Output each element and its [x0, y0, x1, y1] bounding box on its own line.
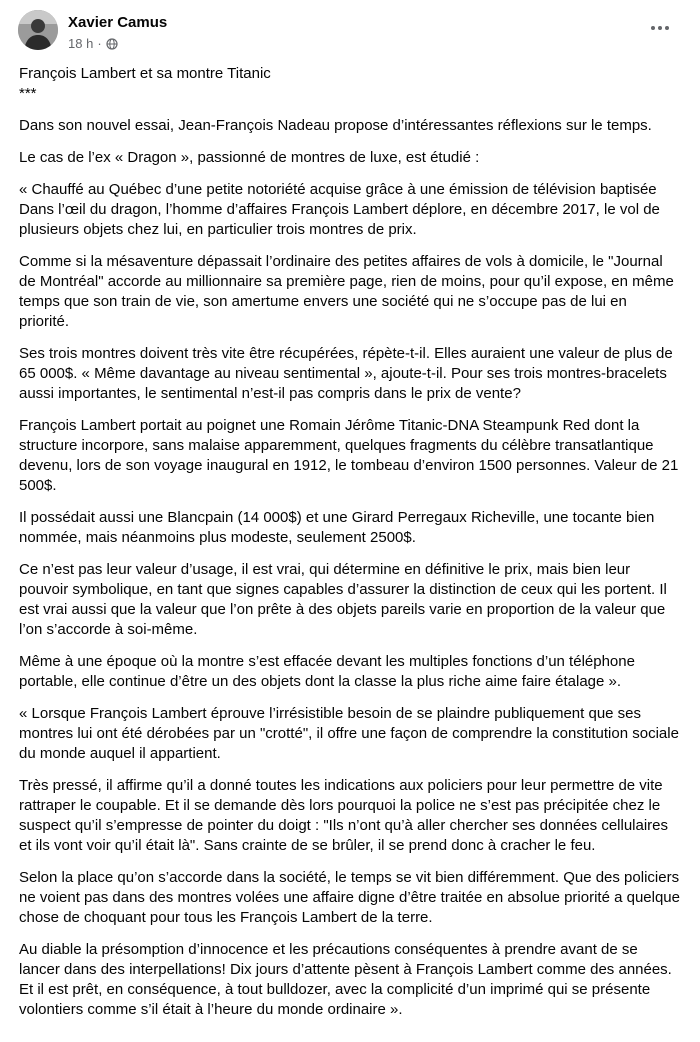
more-options-icon: [651, 26, 655, 30]
paragraph: « Lorsque François Lambert éprouve l’irrésistible besoin de se plaindre publiquement que ses montres lui ont été dérobées par un "crotté", il offre une façon de comprendre la constitution sociale du monde auquel il appartient.: [19, 705, 679, 762]
paragraph: Le cas de l’ex « Dragon », passionné de montres de luxe, est étudié :: [19, 149, 480, 166]
post-meta: [68, 36, 118, 51]
paragraph: Il possédait aussi une Blancpain (14 000$) et une Girard Perregaux Richeville, une tocante bien nommée, mais néanmoins plus modeste, seulement 2500$.: [19, 509, 655, 546]
more-options-button[interactable]: [646, 18, 674, 38]
paragraph: « Chauffé au Québec d’une petite notoriété acquise grâce à une émission de télévision baptisée Dans l’œil du dragon, l’homme d’affaires François Lambert déplore, en décembre 2017, le vol de plusieurs objets chez lui, en particulier trois montres de prix.: [19, 181, 660, 238]
paragraph: Même à une époque où la montre s’est effacée devant les multiples fonctions d’un téléphone portable, elle continue d’être un des objets dont la classe la plus riche aime faire étalage ».: [19, 653, 635, 690]
more-options-dot: [658, 26, 662, 30]
author-name[interactable]: Xavier Camus: [68, 14, 168, 31]
avatar-image: [18, 10, 58, 50]
post-time[interactable]: 18 h: [68, 36, 94, 51]
avatar[interactable]: [18, 10, 58, 50]
globe-icon: [106, 38, 118, 50]
paragraph: Selon la place qu’on s’accorde dans la société, le temps se vit bien différemment. Que des policiers ne voient pas dans des montres volées une affaire digne d’être traitée en absolue priorité a quelque chose de choquant pour tous les François Lambert de la terre.: [19, 869, 680, 926]
more-options-dot: [665, 26, 669, 30]
post-title: François Lambert et sa montre Titanic: [19, 65, 271, 82]
paragraph: Ses trois montres doivent très vite être récupérées, répète-t-il. Elles auraient une valeur de plus de 65 000$. « Même davantage au niveau sentimental », ajoute-t-il. Pour ses trois montres-bracelets aussi importantes, le sentimental n’est-il pas compris dans le prix de vente?: [19, 345, 673, 402]
paragraph: Dans son nouvel essai, Jean-François Nadeau propose d’intéressantes réflexions sur le temps.: [19, 117, 652, 134]
paragraph: Comme si la mésaventure dépassait l’ordinaire des petites affaires de vols à domicile, le "Journal de Montréal" accorde au millionnaire sa première page, rien de moins, pour qu’il expose, en même temps que son train de vie, son amertume envers une société qui ne s’occupe pas de lui en priorité.: [19, 253, 674, 330]
paragraph: Au diable la présomption d’innocence et les précautions conséquentes à prendre avant de se lancer dans des interpellations! Dix jours d’attente pèsent à François Lambert comme des années. Et il est prêt, en conséquence, à tout bulldozer, avec la complicité d’un imprimé qui se présente volontiers comme s’il était à l’heure du monde ordinaire ».: [19, 941, 672, 1018]
post-header: [18, 10, 684, 56]
paragraph: François Lambert portait au poignet une Romain Jérôme Titanic-DNA Steampunk Red dont la structure incorpore, sans malaise apparemment, quelques fragments du célèbre transatlantique devenu, lors de son voyage inaugural en 1912, le tombeau d’environ 1500 personnes. Valeur de 21 500$.: [19, 417, 679, 494]
post-separator-stars: ***: [19, 85, 37, 102]
post-body: [19, 64, 681, 1020]
paragraph: Très pressé, il affirme qu’il a donné toutes les indications aux policiers pour leur permettre de vite rattraper le coupable. Et il se demande dès lors pourquoi la police ne s’est pas précipitée chez le suspect qu’il s’empresse de pointer du doigt : "Ils n’ont qu’à aller chercher ses données cellulaires et ils vont voir qu’il était là". Sans crainte de se brûler, il se prend donc à cracher le feu.: [19, 777, 669, 854]
meta-separator: ·: [97, 36, 102, 51]
paragraph: Ce n’est pas leur valeur d’usage, il est vrai, qui détermine en définitive le prix, mais bien leur pouvoir symbolique, en tant que signes capables d’assurer la distinction de ceux qui les portent. Il est vrai aussi que la valeur que l’on prête à des objets pareils varie en proportion de la valeur que l’on s’accorde à soi-même.: [19, 561, 667, 638]
post-title-block: [19, 64, 681, 104]
